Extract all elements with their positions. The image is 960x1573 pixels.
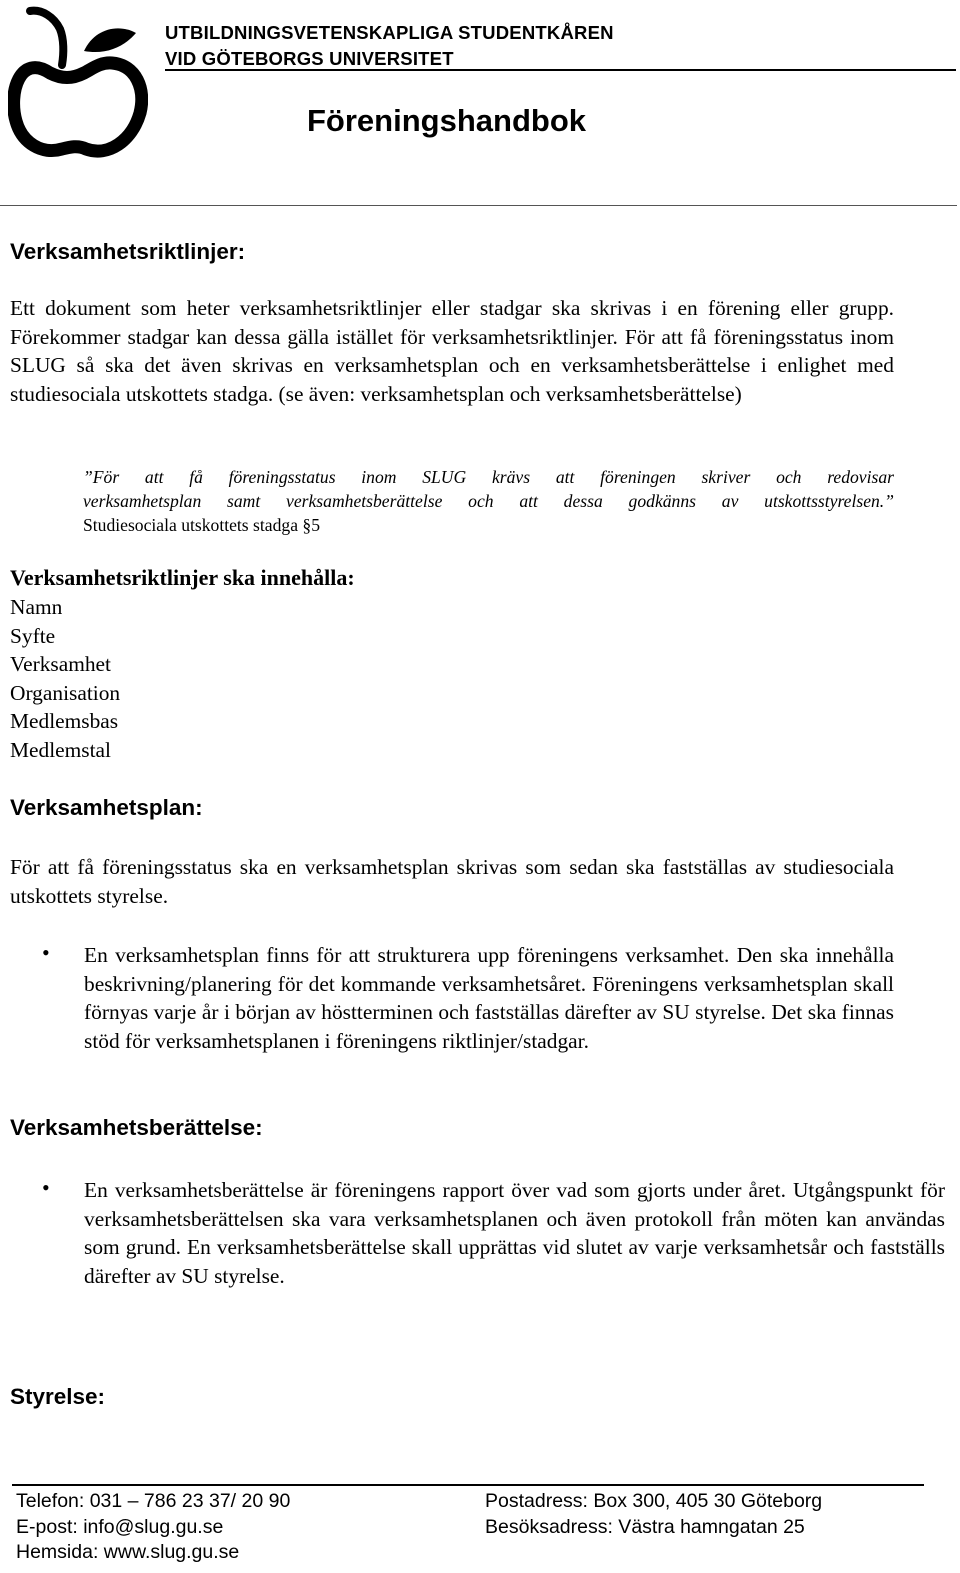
footer-postal-address: Postadress: Box 300, 405 30 Göteborg xyxy=(485,1490,823,1512)
list-item: Medlemstal xyxy=(10,737,111,762)
footer-phone: Telefon: 031 – 786 23 37/ 20 90 xyxy=(16,1490,291,1512)
list-item: Syfte xyxy=(10,623,56,648)
quote-source: Studiesociala utskottets stadga §5 xyxy=(83,515,320,535)
header-divider xyxy=(0,205,957,206)
section-heading-riktlinjer: Verksamhetsriktlinjer: xyxy=(10,239,246,264)
section-heading-plan: Verksamhetsplan: xyxy=(10,795,203,820)
footer-contact xyxy=(16,1489,290,1566)
footer-website[interactable]: Hemsida: www.slug.gu.se xyxy=(16,1541,240,1563)
section-heading-berattelse: Verksamhetsberättelse: xyxy=(10,1115,263,1140)
contents-list xyxy=(10,593,120,764)
org-name-line-1: UTBILDNINGSVETENSKAPLIGA STUDENTKÅREN xyxy=(165,22,614,43)
document-title: Föreningshandbok xyxy=(307,103,586,138)
footer-rule xyxy=(12,1484,924,1486)
riktlinjer-paragraph: Ett dokument som heter verksamhetsriktlinjer eller stadgar ska skrivas i en förening eller grupp. Förekommer stadgar kan dessa gälla istället för verksamhetsriktlinjer. För att få föreningsstatus inom SLUG så ska det även skrivas en verksamhetsplan och en verksamhetsberättelse i enlighet med studiesociala utskottets stadga. (se även: verksamhetsplan och verksamhetsberättelse) xyxy=(10,296,894,406)
footer-address xyxy=(485,1489,822,1540)
plan-paragraph: För att få föreningsstatus ska en verksamhetsplan skrivas som sedan ska fastställas av studiesociala utskottets styrelse. xyxy=(10,855,894,908)
footer-visit-address: Besöksadress: Västra hamngatan 25 xyxy=(485,1515,805,1538)
bullet-icon: • xyxy=(42,940,50,965)
section-heading-styrelse: Styrelse: xyxy=(10,1384,106,1409)
berattelse-bullet-text: En verksamhetsberättelse är föreningens rapport över vad som gjorts under året. Utgångspunkt för verksamhetsberättelsen ska vara verksamhetsplanen och även protokoll från möten kan användas som grund. En verksamhetsberättelse skall upprättas vid slutet av varje verksamhetsår och fastställs därefter av SU styrelse. xyxy=(84,1178,945,1288)
quote-line-1: ”För att få föreningsstatus inom SLUG krävs att föreningen skriver och redovisar xyxy=(83,467,894,487)
contents-heading: Verksamhetsriktlinjer ska innehålla: xyxy=(10,565,355,590)
quote-line-2: verksamhetsplan samt verksamhetsberättelse och att dessa godkänns av utskottsstyrelsen.” xyxy=(83,491,894,511)
list-item: Organisation xyxy=(10,680,121,705)
footer-email[interactable]: E-post: info@slug.gu.se xyxy=(16,1515,224,1538)
bullet-icon: • xyxy=(42,1175,50,1200)
list-item: Medlemsbas xyxy=(10,709,119,733)
plan-bullet-text: En verksamhetsplan finns för att strukturera upp föreningens verksamhet. Den ska innehålla beskrivning/planering för det kommande verksamhetsåret. Föreningens verksamhetsplan skall förnyas varje år i början av höstterminen och fastställas därefter av SU styrelse. Det ska finnas stöd för verksamhetsplanen i föreningens riktlinjer/stadgar. xyxy=(84,943,894,1053)
org-name-line-2: VID GÖTEBORGS UNIVERSITET xyxy=(165,48,454,69)
apple-logo-icon xyxy=(8,3,148,158)
list-item: Verksamhet xyxy=(10,652,111,676)
list-item: Namn xyxy=(10,595,63,619)
